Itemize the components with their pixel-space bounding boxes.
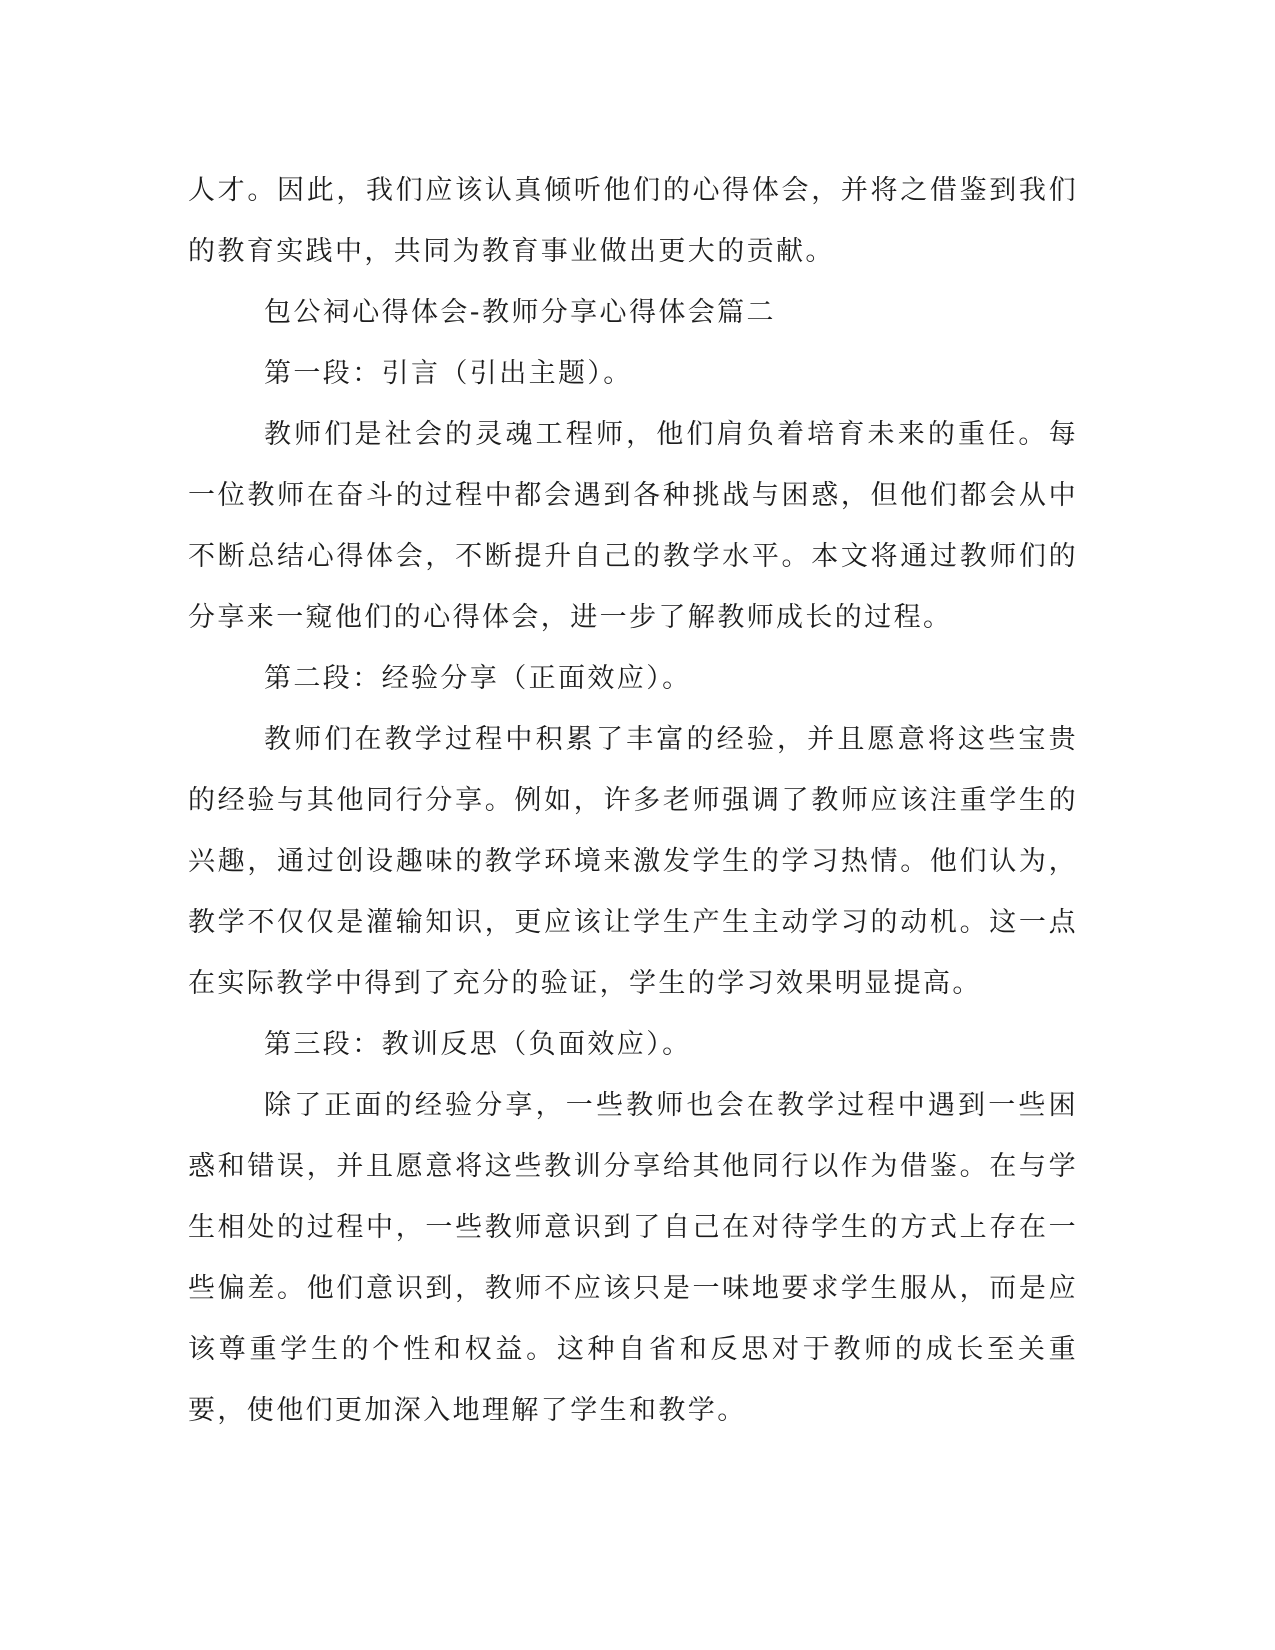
section-heading-part-two: 包公祠心得体会-教师分享心得体会篇二 [264, 297, 776, 328]
paragraph-experience: 教师们在教学过程中积累了丰富的经验，并且愿意将这些宝贵的经验与其他同行分享。例如，许多老师强调了教师应该注重学生的兴趣，通过创设趣味的教学环境来激发学生的学习热情。他们认为，教学不仅仅是灌输知识，更应该让学生产生主动学习的动机。这一点在实际教学中得到了充分的验证，学生的学习效果明显提高。 [188, 724, 1078, 999]
section-heading-experience: 第二段：经验分享（正面效应）。 [264, 663, 692, 694]
section-heading-intro: 第一段：引言（引出主题）。 [264, 358, 633, 389]
paragraph-continuation: 人才。因此，我们应该认真倾听他们的心得体会，并将之借鉴到我们的教育实践中，共同为教育事业做出更大的贡献。 [188, 175, 1078, 267]
paragraph-intro: 教师们是社会的灵魂工程师，他们肩负着培育未来的重任。每一位教师在奋斗的过程中都会遇到各种挑战与困惑，但他们都会从中不断总结心得体会，不断提升自己的教学水平。本文将通过教师们的分享来一窥他们的心得体会，进一步了解教师成长的过程。 [188, 419, 1078, 633]
section-heading-reflection: 第三段：教训反思（负面效应）。 [264, 1029, 692, 1060]
paragraph-reflection: 除了正面的经验分享，一些教师也会在教学过程中遇到一些困惑和错误，并且愿意将这些教训分享给其他同行以作为借鉴。在与学生相处的过程中，一些教师意识到了自己在对待学生的方式上存在一些偏差。他们意识到，教师不应该只是一味地要求学生服从，而是应该尊重学生的个性和权益。这种自省和反思对于教师的成长至关重要，使他们更加深入地理解了学生和教学。 [188, 1090, 1078, 1426]
document-body [188, 160, 1078, 1441]
